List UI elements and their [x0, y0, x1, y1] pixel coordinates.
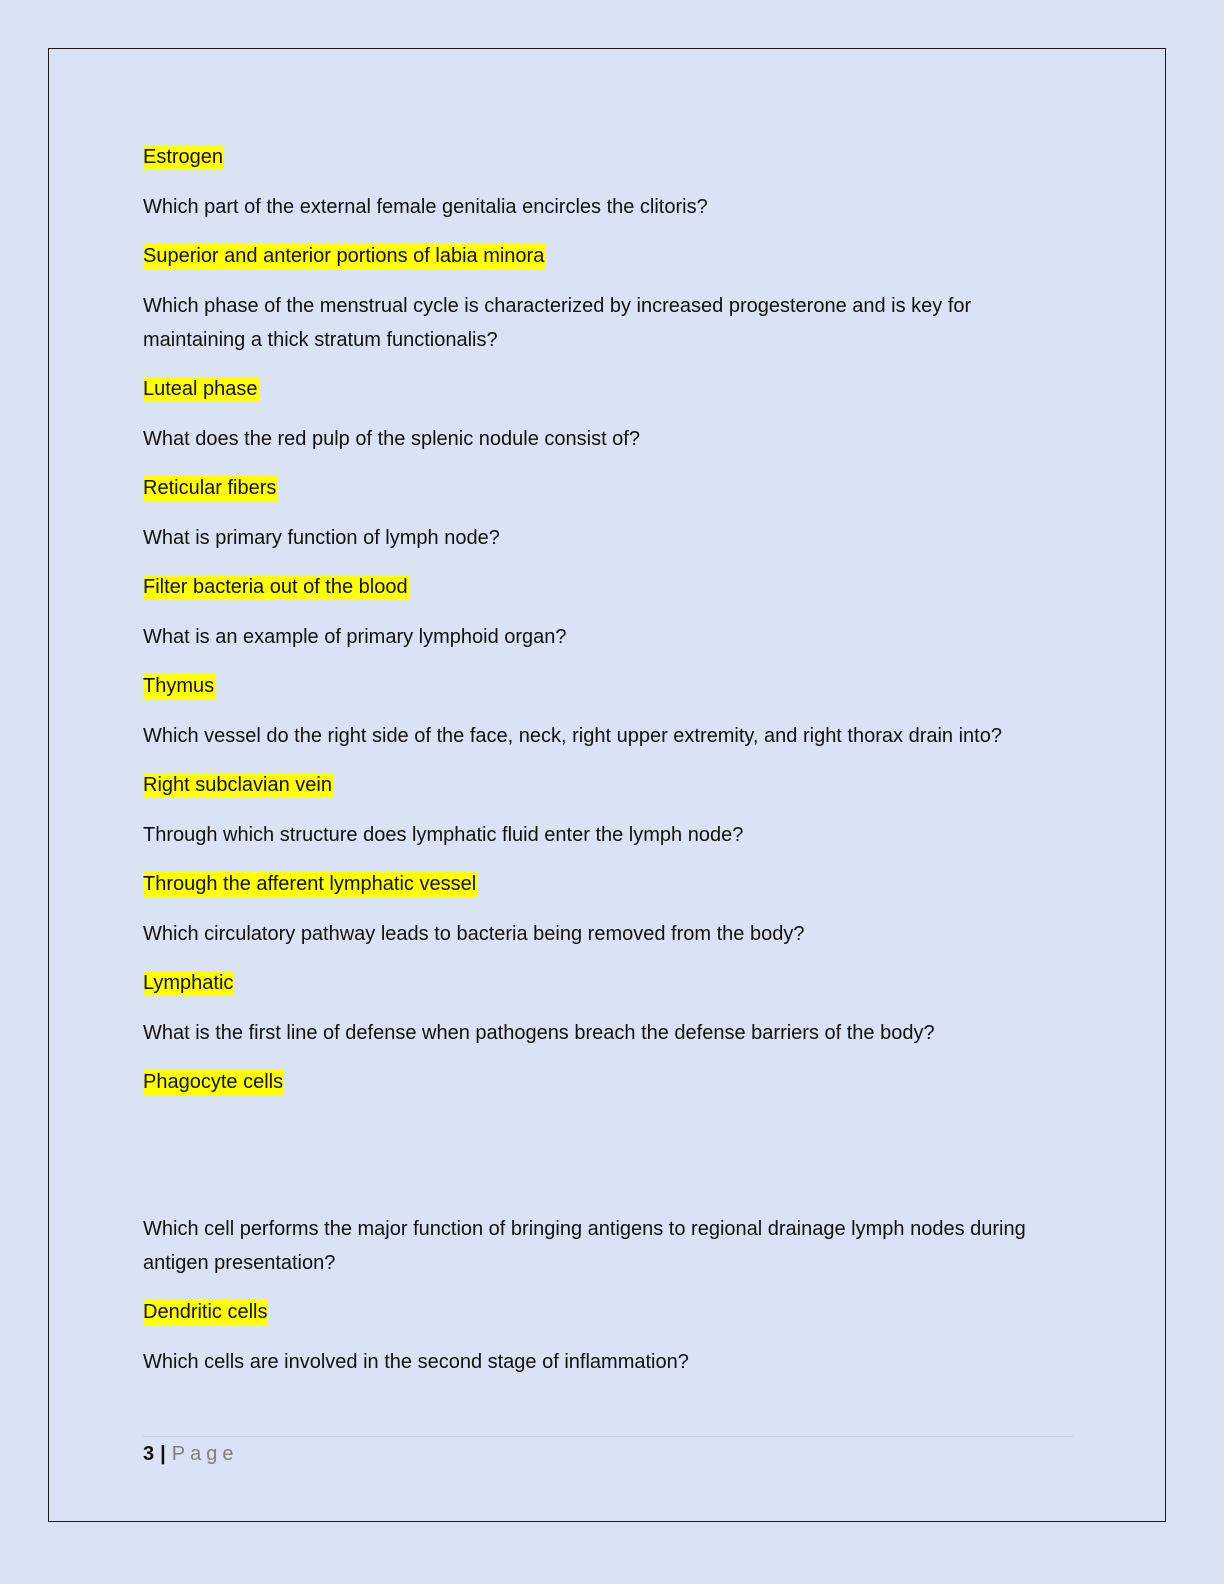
question-paragraph	[143, 190, 1078, 224]
question-text: Which phase of the menstrual cycle is characterized by increased progesterone and is key for maintaining a thick stratum functionalis?	[143, 294, 972, 351]
footer-divider	[143, 1436, 1073, 1437]
answer-paragraph	[143, 669, 1078, 703]
answer-paragraph	[143, 1065, 1078, 1099]
question-paragraph	[143, 1345, 1078, 1379]
question-paragraph	[143, 818, 1078, 852]
question-paragraph	[143, 422, 1078, 456]
answer-text: Superior and anterior portions of labia minora	[143, 245, 545, 267]
question-paragraph	[143, 620, 1078, 654]
answer-paragraph	[143, 239, 1078, 273]
answer-paragraph	[143, 768, 1078, 802]
page-number: 3	[143, 1443, 155, 1465]
question-paragraph	[143, 719, 1078, 753]
page-label: Page	[171, 1443, 239, 1465]
page-footer	[143, 1440, 238, 1468]
answer-text: Lymphatic	[143, 972, 234, 994]
answer-text: Thymus	[143, 675, 215, 697]
answer-text: Through the afferent lymphatic vessel	[143, 873, 477, 895]
footer-separator: |	[160, 1443, 166, 1465]
question-text: What is an example of primary lymphoid organ?	[143, 625, 567, 648]
answer-paragraph	[143, 570, 1078, 604]
question-text: Which circulatory pathway leads to bacteria being removed from the body?	[143, 922, 805, 945]
question-text: Which part of the external female genitalia encircles the clitoris?	[143, 195, 708, 218]
answer-text: Reticular fibers	[143, 477, 277, 499]
answer-text: Estrogen	[143, 146, 224, 168]
question-text: Which cell performs the major function of bringing antigens to regional drainage lymph nodes during antigen presentation?	[143, 1217, 1026, 1274]
answer-paragraph	[143, 471, 1078, 505]
answer-paragraph	[143, 966, 1078, 1000]
answer-text: Phagocyte cells	[143, 1071, 284, 1093]
answer-text: Luteal phase	[143, 378, 258, 400]
question-paragraph	[143, 917, 1078, 951]
answer-text: Filter bacteria out of the blood	[143, 576, 408, 598]
question-text: Which vessel do the right side of the face, neck, right upper extremity, and right thorax drain into?	[143, 724, 1002, 747]
question-paragraph	[143, 521, 1078, 555]
blank-space	[143, 1115, 1078, 1212]
answer-paragraph	[143, 1295, 1078, 1329]
answer-text: Dendritic cells	[143, 1301, 268, 1323]
question-text: What does the red pulp of the splenic nodule consist of?	[143, 427, 640, 450]
answer-text: Right subclavian vein	[143, 774, 332, 796]
answer-paragraph	[143, 140, 1078, 174]
document-body	[143, 140, 1078, 1394]
question-paragraph	[143, 1016, 1078, 1050]
question-text: Through which structure does lymphatic fluid enter the lymph node?	[143, 823, 744, 846]
question-text: What is primary function of lymph node?	[143, 526, 500, 549]
answer-paragraph	[143, 372, 1078, 406]
question-paragraph	[143, 1212, 1078, 1280]
question-paragraph	[143, 289, 1078, 357]
question-text: What is the first line of defense when pathogens breach the defense barriers of the body?	[143, 1021, 935, 1044]
question-text: Which cells are involved in the second stage of inflammation?	[143, 1350, 689, 1373]
answer-paragraph	[143, 867, 1078, 901]
